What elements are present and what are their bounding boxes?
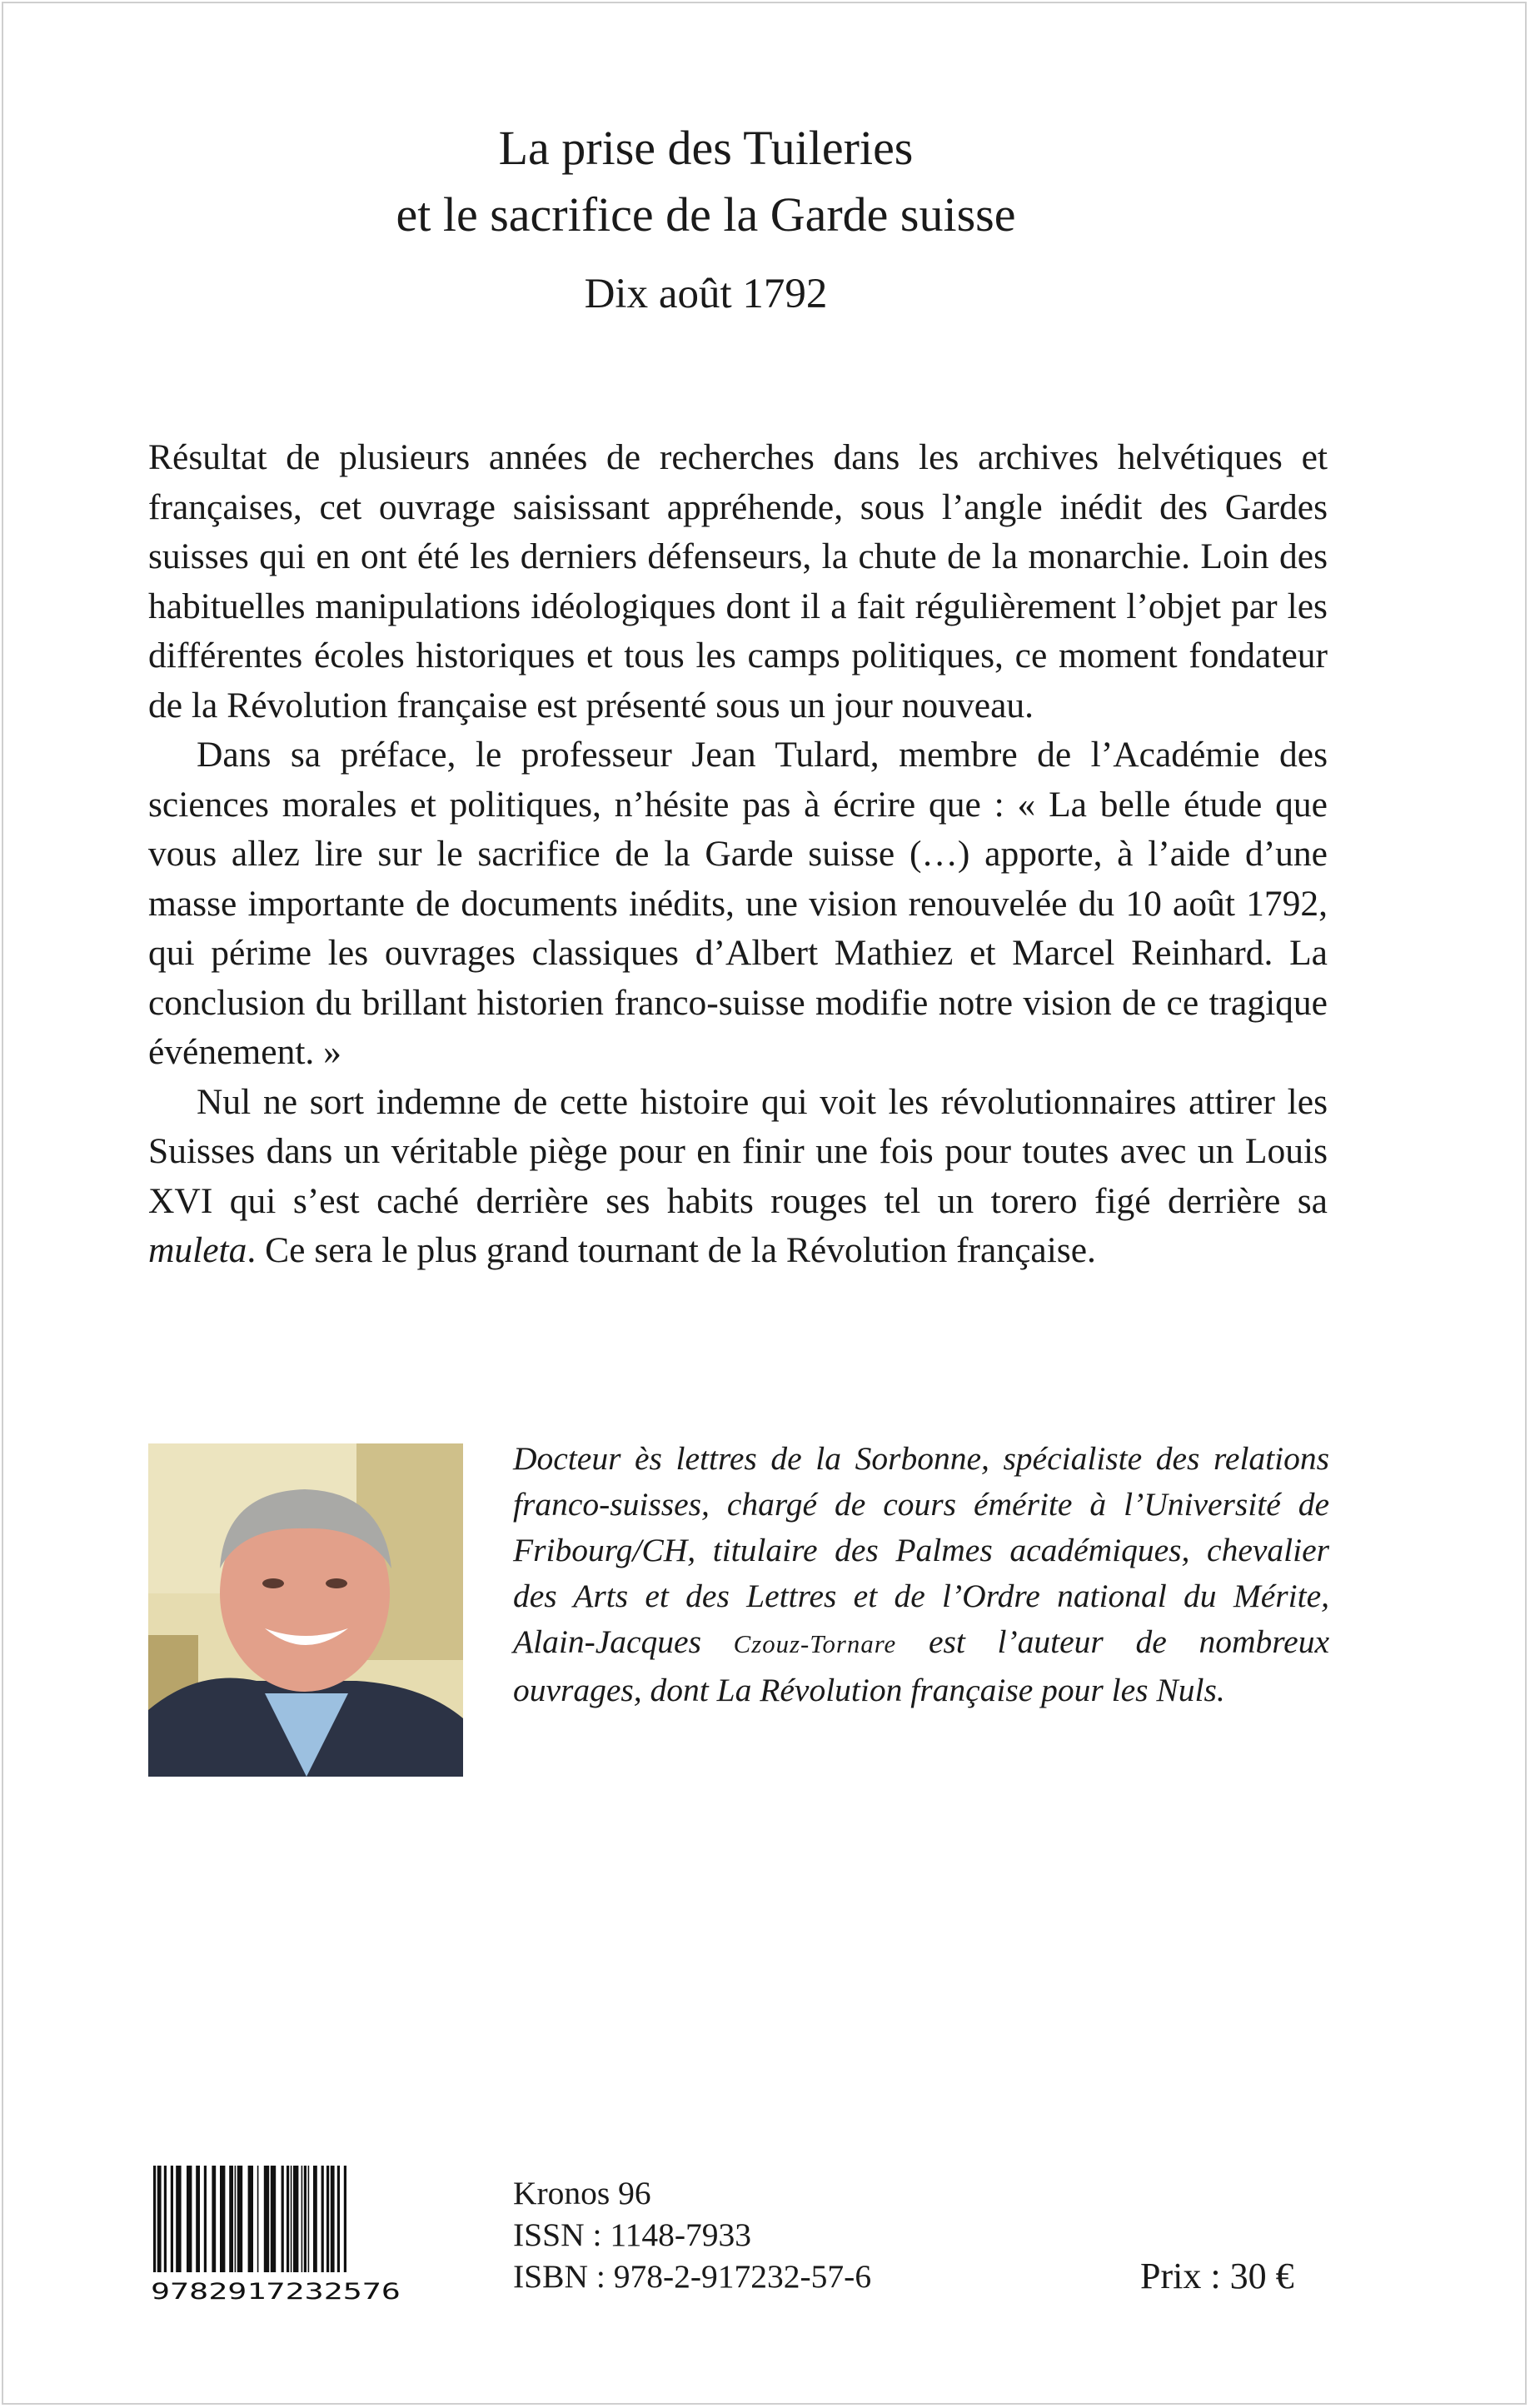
barcode-bar	[271, 2166, 276, 2272]
price: Prix : 30 €	[1140, 2256, 1294, 2296]
barcode-bar	[164, 2166, 167, 2272]
publisher-info	[513, 2172, 871, 2297]
blurb-paragraph-1: Résultat de plusieurs années de recherches dans les archives helvétiques et françaises, cet ouvrage saisissant appréhende, sous l’angle inédit des Gardes suisses qui en ont été les derniers défenseurs, la chute de la monarchie. Loin des habituelles manipulations idéologiques dont il a fait régulièrement l’objet par les différentes écoles historiques et tous les camps politiques, ce moment fondateur de la Révolution française est présenté sous un jour nouveau.	[148, 437, 1328, 725]
paragraph-3-text-b: . Ce sera le plus grand tournant de la Révolution française.	[247, 1230, 1096, 1270]
isbn: ISBN : 978-2-917232-57-6	[513, 2258, 872, 2295]
bio-text-a: Docteur ès lettres de la Sorbonne, spécialiste des relations franco-suisses, chargé de cours émérite à l’Université de Fribourg/CH, titulaire des Palmes académiques, chevalier des Arts et des Lettres et de l’Ordre national du Mérite, Alain-Jacques	[513, 1440, 1329, 1660]
barcode-image	[148, 2162, 404, 2304]
barcode-bar	[282, 2166, 284, 2272]
barcode-bar	[291, 2166, 292, 2272]
barcode-bar	[287, 2166, 289, 2272]
barcode-bar	[176, 2166, 181, 2272]
barcode-bar	[235, 2166, 237, 2272]
issn: ISSN : 1148-7933	[513, 2216, 752, 2253]
barcode-bar	[313, 2166, 317, 2272]
muleta-italic: muleta	[148, 1230, 247, 1270]
barcode-bar	[293, 2166, 298, 2272]
title-block	[0, 115, 1412, 323]
author-bio	[513, 1436, 1329, 1713]
author-name: Czouz-Tornare	[733, 1630, 897, 1658]
barcode-bar	[321, 2166, 324, 2272]
barcode-bar	[171, 2166, 173, 2272]
barcode-bar	[220, 2166, 225, 2272]
barcode-bar	[257, 2166, 259, 2272]
barcode-bar	[248, 2166, 253, 2272]
cited-book-title: La Révolution française pour les Nuls	[716, 1672, 1217, 1708]
series-number: Kronos 96	[513, 2175, 651, 2211]
paragraph-3-text-a: Nul ne sort indemne de cette histoire qui voit les révolutionnaires attirer les Suisses dans un véritable piège pour en finir une fois pour toutes avec un Louis XVI qui s’est caché derrière ses habits rouges tel un torero figé derrière sa	[148, 1081, 1328, 1221]
book-title-line-1: La prise des Tuileries	[498, 121, 914, 175]
bio-text-b: est l’auteur de nombreux ouvrages, dont	[513, 1623, 1329, 1708]
author-photo	[148, 1443, 463, 1777]
barcode-bar	[157, 2166, 162, 2272]
blurb-paragraph-3	[148, 1078, 1328, 1276]
barcode-bar	[337, 2166, 340, 2272]
book-title-line-2: et le sacrifice de la Garde suisse	[396, 187, 1016, 242]
barcode-bar	[326, 2166, 329, 2272]
barcode-bar	[302, 2166, 303, 2272]
book-subtitle: Dix août 1792	[584, 271, 828, 317]
barcode-bar	[229, 2166, 233, 2272]
barcode-bar	[264, 2166, 269, 2272]
barcode-bar	[308, 2166, 310, 2272]
barcode-bar	[196, 2166, 200, 2272]
barcode-bar	[331, 2166, 335, 2272]
barcode-bar	[212, 2166, 216, 2272]
blurb-paragraph-2: Dans sa préface, le professeur Jean Tulard, membre de l’Académie des sciences morales et politiques, n’hésite pas à écrire que : « La belle étude que vous allez lire sur le sacrifice de la Garde suisse (…) apporte, à l’aide d’une masse importante de documents inédits, une vision renouvelée du 10 août 1792, qui périme les ouvrages classiques d’Albert Mathiez et Marcel Reinhard. La conclusion du brillant historien franco-suisse modifie notre vision de ce tragique événement. »	[148, 735, 1328, 1072]
bio-text-c: .	[1216, 1672, 1225, 1708]
barcode-digits: 9782917232576	[151, 2279, 401, 2304]
barcode-bar	[344, 2166, 346, 2272]
barcode-bar	[187, 2166, 192, 2272]
barcode-bar	[304, 2166, 306, 2272]
barcode-bar	[237, 2166, 242, 2272]
barcode-bar	[204, 2166, 207, 2272]
barcode-bar	[153, 2166, 156, 2272]
blurb-text	[148, 433, 1328, 1276]
